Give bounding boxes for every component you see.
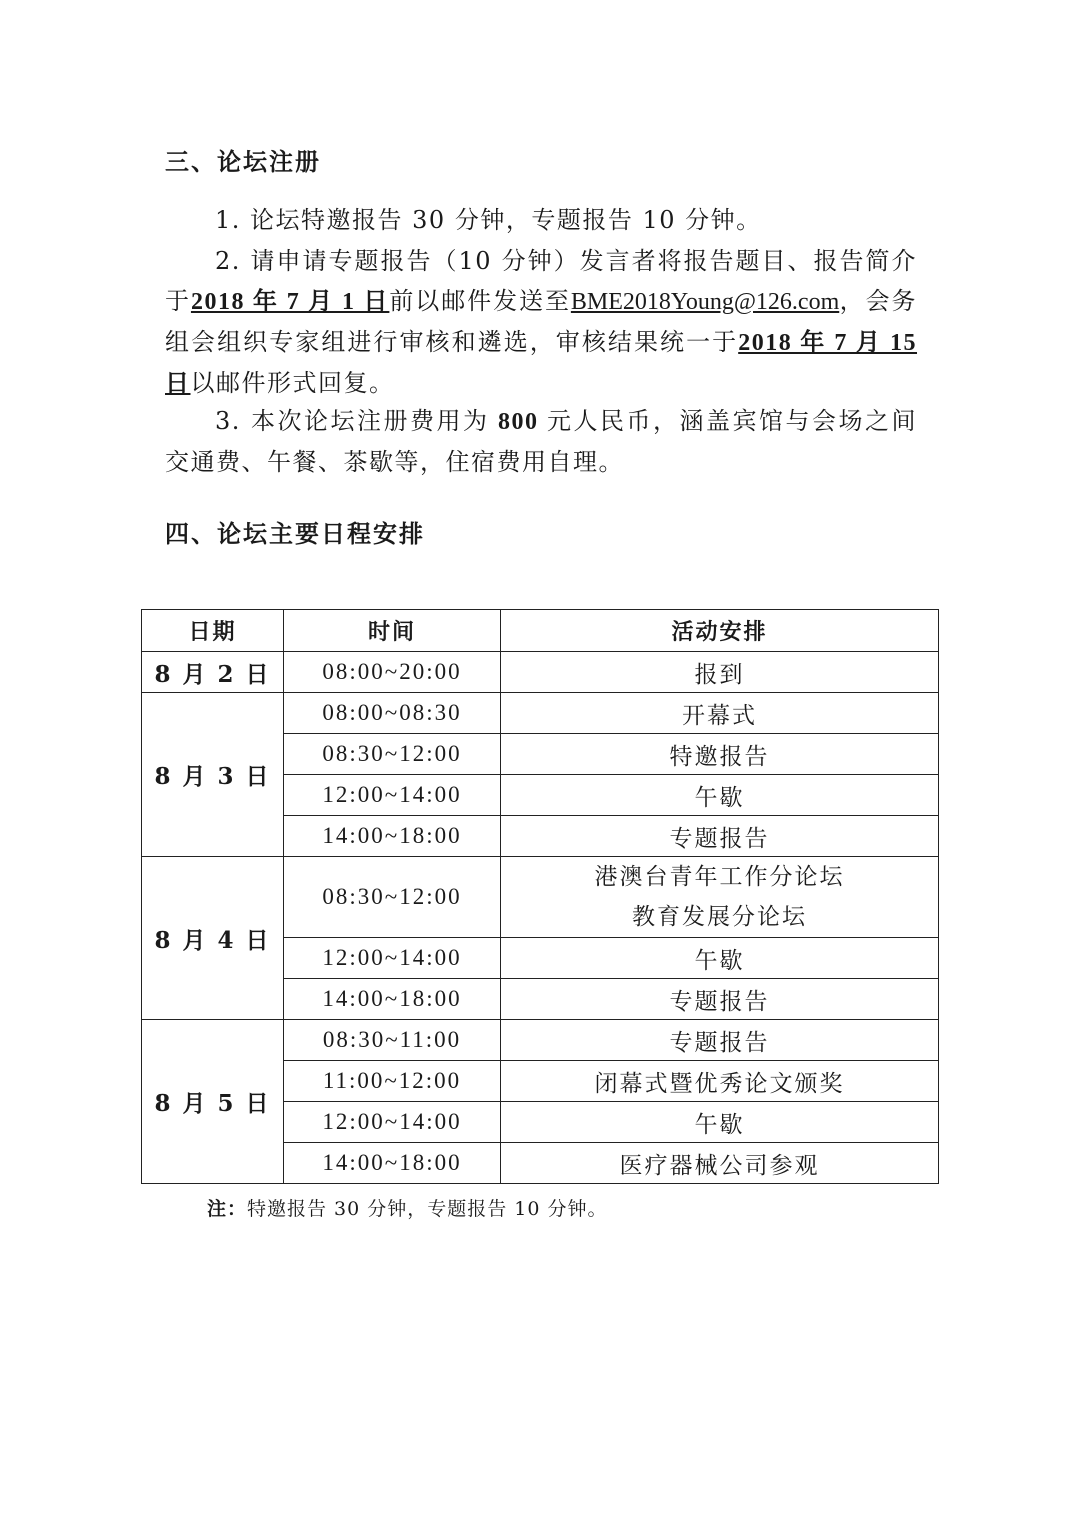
header-date: 日期 (142, 610, 284, 652)
activity-cell: 专题报告 (501, 979, 939, 1020)
date-cell: 8 月 4 日 (142, 857, 284, 1020)
time-cell: 08:00~20:00 (284, 652, 501, 693)
table-row (142, 693, 939, 734)
p2-text-c: ，会务组会组织专家组进行审核和遴选，审核结果统一于 (165, 287, 918, 356)
time-cell: 08:00~08:30 (284, 693, 501, 734)
registration-fee: 800 (489, 409, 548, 435)
submission-deadline: 2018 年 7 月 1 日 (190, 289, 390, 315)
header-time: 时间 (284, 610, 501, 652)
time-cell: 12:00~14:00 (284, 775, 501, 816)
time-cell: 12:00~14:00 (284, 1102, 501, 1143)
activity-cell (501, 857, 939, 938)
reply-date: 2018 年 7 月 15 日 (165, 330, 918, 397)
schedule-table (141, 609, 939, 1184)
time-cell: 11:00~12:00 (284, 1061, 501, 1102)
activity-cell: 午歇 (501, 938, 939, 979)
header-activity: 活动安排 (501, 610, 939, 652)
activity-cell: 开幕式 (501, 693, 939, 734)
time-cell: 12:00~14:00 (284, 938, 501, 979)
activity-cell: 午歇 (501, 1102, 939, 1143)
note-text: 特邀报告 30 分钟，专题报告 10 分钟。 (247, 1198, 608, 1220)
activity-cell: 特邀报告 (501, 734, 939, 775)
table-row (142, 857, 939, 938)
paragraph-1: 1. 论坛特邀报告 30 分钟，专题报告 10 分钟。 (215, 206, 762, 234)
table-row (142, 1020, 939, 1061)
paragraph-3 (165, 401, 917, 482)
time-cell: 14:00~18:00 (284, 1143, 501, 1184)
table-header-row (142, 610, 939, 652)
paragraph-2 (165, 241, 917, 404)
time-cell: 14:00~18:00 (284, 979, 501, 1020)
time-cell: 14:00~18:00 (284, 816, 501, 857)
p3-text-b: 元人民币，涵盖宾馆与会场之间交通费、午餐、茶歇等，住宿费用自理。 (165, 407, 917, 476)
p2-text-a: 2. 请申请专题报告（10 分钟）发言者将报告题目、报告简介于 (165, 247, 917, 315)
table-row (142, 652, 939, 693)
section-4-heading: 四、论坛主要日程安排 (165, 520, 425, 548)
contact-email-link[interactable]: BME2018Young@126.com (570, 289, 840, 315)
date-cell: 8 月 3 日 (142, 693, 284, 857)
table-note (207, 1194, 608, 1221)
activity-cell: 闭幕式暨优秀论文颁奖 (501, 1061, 939, 1102)
date-cell: 8 月 5 日 (142, 1020, 284, 1184)
time-cell: 08:30~12:00 (284, 857, 501, 938)
activity-cell: 午歇 (501, 775, 939, 816)
section-3-heading: 三、论坛注册 (165, 148, 321, 176)
activity-line-1: 港澳台青年工作分论坛 (594, 864, 845, 890)
time-cell: 08:30~12:00 (284, 734, 501, 775)
note-label: 注： (207, 1198, 248, 1220)
activity-cell: 医疗器械公司参观 (501, 1143, 939, 1184)
date-cell: 8 月 2 日 (142, 652, 284, 693)
time-cell: 08:30~11:00 (284, 1020, 501, 1061)
activity-cell: 专题报告 (501, 816, 939, 857)
activity-cell: 专题报告 (501, 1020, 939, 1061)
activity-cell: 报到 (501, 652, 939, 693)
p3-text-a: 3. 本次论坛注册费用为 (215, 407, 490, 435)
p2-text-b: 前以邮件发送至 (389, 287, 571, 315)
activity-line-2: 教育发展分论坛 (632, 904, 807, 930)
p2-text-d: 以邮件形式回复。 (190, 369, 395, 397)
